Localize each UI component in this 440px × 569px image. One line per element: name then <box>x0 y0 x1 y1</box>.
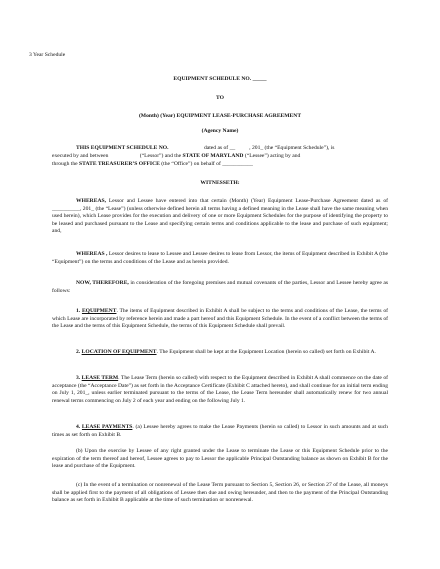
intro-office: STATE TREASURER’S OFFICE <box>79 161 160 167</box>
intro-through: through the <box>52 161 78 167</box>
schedule-title: EQUIPMENT SCHEDULE NO. _____ <box>173 76 267 82</box>
section-4c: (c) In the event of a termination or nonrenewal of the Lease Term pursuant to Section 5, Section 26, or Section 27 of the Lease, all moneys shall be applied first to the payment of all obligations of Lessee then due and owing hereunder, and then to the payment of the Principal Outstanding balance as set forth in Exhibit B applicable at the time of such termination or nonrenewal. <box>52 482 388 504</box>
section-1-heading: EQUIPMENT <box>81 308 117 314</box>
section-2-heading: LOCATION OF EQUIPMENT <box>81 349 157 355</box>
agreement-title: (Month) (Year) EQUIPMENT LEASE-PURCHASE AGREEMENT <box>138 113 302 119</box>
section-3-text: . The Lease Term (herein so called) with respect to the Equipment described in Exhibit A shall commence on the date of acceptance (the “Acceptance Date”) as set forth in the Acceptance Certificate (Exhibit C attached hereto), and shall continue for an initial term ending on July 1, 201_, unless earlier terminated pursuant to the terms of the Lease, the Lease Term hereunder shall automatically renew for two annual renewal terms commencing on July 2 of each year and ending on the following July 1. <box>52 375 388 404</box>
section-1-number: 1. <box>76 308 81 314</box>
intro-line-1 <box>76 145 334 152</box>
section-4 <box>52 424 388 439</box>
intro-line-3 <box>52 161 253 168</box>
section-2-text: . The Equipment shall be kept at the Equipment Location (herein so called) set forth on Exhibit A. <box>156 349 376 355</box>
whereas-2-text: Lessor desires to lease to Lessee and Lessee desires to lease from Lessor, the items of Equipment described in Exhibit A (the “Equipment”) on the terms and conditions of the Lease and as herein provided. <box>52 251 388 265</box>
agency-name: (Agency Name) <box>201 128 239 134</box>
intro-lead: THIS EQUIPMENT SCHEDULE NO. <box>76 145 169 151</box>
section-3-heading: LEASE TERM <box>81 375 119 381</box>
intro-dated: dated as of __ <box>203 145 236 151</box>
therefore-paragraph <box>52 280 388 295</box>
section-3-number: 3. <box>76 375 81 381</box>
whereas-1-lead: WHEREAS, <box>76 198 106 204</box>
to-label: TO <box>216 95 224 101</box>
section-1 <box>52 308 388 331</box>
therefore-lead: NOW, THEREFORE, <box>76 280 129 286</box>
intro-lessor: (“Lessor”) and the <box>139 153 182 159</box>
whereas-paragraph-2 <box>52 251 388 266</box>
section-4-number: 4. <box>76 424 81 430</box>
intro-executed: executed by and between <box>52 153 109 159</box>
section-4-text: . (a) Lessee hereby agrees to make the Lease Payments (herein so called) to Lessor in such amounts and at such times as set forth on Exhibit B. <box>52 424 388 438</box>
header-note: 3 Year Schedule <box>29 52 66 58</box>
section-4b: (b) Upon the exercise by Lessee of any right granted under the Lease to terminate the Lease or this Equipment Schedule prior to the expiration of the term thereof and hereof, Lessee agrees to pay to Lessor the applicable Principal Outstanding balance as shown on Exhibit B for the lease and purchase of the Equipment. <box>52 448 388 470</box>
section-3 <box>52 375 388 405</box>
intro-line-2 <box>52 153 300 160</box>
witnesseth-heading: WITNESSETH: <box>200 180 240 186</box>
whereas-2-lead: WHEREAS , <box>76 251 108 257</box>
intro-office-def: (the “Office”) on behalf of ___________ <box>161 161 253 167</box>
intro-schedule-def: , 201_ (the “Equipment Schedule”), is <box>249 145 335 151</box>
section-2-number: 2. <box>76 349 81 355</box>
whereas-1-text: Lessor and Lessee have entered into that certain (Month) (Year) Equipment Lease-Purchase Agreement dated as of __________, 201_ (the “Lease”) (unless otherwise defined herein all terms having a defined meaning in the Lease shall have the same meaning when used herein), which Lease provides for the execution and delivery of one or more Equipment Schedules for the purpose of identifying the property to be leased and purchased pursuant to the Lease and specifying certain terms and conditions applicable to the lease and purchase of such equipment; and, <box>52 198 388 235</box>
intro-state: STATE OF MARYLAND <box>182 153 244 159</box>
section-1-text: . The items of Equipment described in Exhibit A shall be subject to the terms and conditions of the Lease, the terms of which Lease are incorporated by reference herein and made a part hereof and this Equipment Schedule. In the event of a conflict between the terms of the Lease and the terms of this Equipment Schedule, the terms of this Equipment Schedule shall prevail. <box>52 308 388 330</box>
intro-lessee: (“Lessee”) acting by and <box>244 153 301 159</box>
section-4-heading: LEASE PAYMENTS <box>81 424 133 430</box>
therefore-text: in consideration of the foregoing premises and mutual covenants of the parties, Lessor and Lessee hereby agree as follows: <box>52 280 388 294</box>
section-2 <box>52 349 388 357</box>
whereas-paragraph-1 <box>52 198 388 236</box>
